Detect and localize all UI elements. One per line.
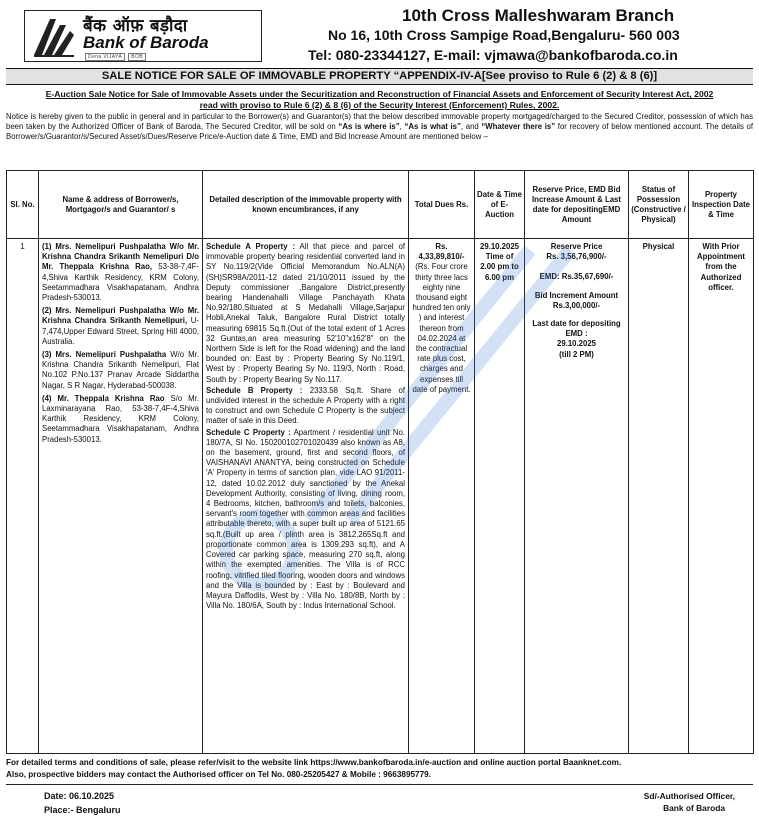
header-reserve-price: Reserve Price, EMD Bid Increase Amount & Last date for depositingEMD Amount [525,171,629,239]
borrower-1-name: (1) Mrs. Nemelipuri Pushpalatha W/o Mr. Krishna Chandra Srikanth Nemelipuri D/o Mr. Theppala Krishna Rao, [42,242,199,272]
borrower-2 [42,306,199,347]
bid-increment-block [528,291,625,311]
table-row [7,239,754,754]
bob-sunburst-icon [30,15,76,59]
cell-property-description [203,239,409,754]
table-header-row [7,171,754,239]
borrower-4-name: (4) Mr. Theppala Krishna Rao [42,393,165,403]
logo-subbrands [85,53,149,61]
borrower-3-name: (3) Mrs. Nemelipuri Pushpalatha [42,350,167,360]
header-total-dues: Total Dues Rs. [409,171,475,239]
notice-part-1: Notice is hereby given to the public in general and in particular to the Borrower(s) and Guarantor(s) that the below described immovable property mortgaged/charged to the Secured Creditor, possession of which has been taken by the Authorized Officer of Bank of Baroda, The Secured Creditor, will be sold on [6,112,753,132]
notice-as-is-where: “As is where is” [338,122,400,132]
dues-amount: Rs. 4,33,89,810/- [418,242,465,262]
subheading-line-2: read with proviso to Rule 6 (2) & 8 (6) of the Security Interest (Enforcement) Rules, 2002. [199,100,560,110]
footer-signoff [6,784,753,820]
reserve-price-value: Rs. 3,56,76,900/- [546,252,607,262]
last-date-value: 29.10.2025 [556,339,597,349]
header-description: Detailed description of the immovable property with known encumbrances, if any [203,171,409,239]
signature-bank-name: Bank of Baroda [663,803,725,813]
borrower-1 [42,242,199,303]
branch-name: 10th Cross Malleshwaram Branch [402,6,675,25]
cell-auction-date [475,239,525,754]
header-auction-date: Date & Time of E-Auction [475,171,525,239]
header-borrowers: Name & address of Borrower/s, Mortgagor/s and Guarantor/ s [39,171,203,239]
cell-total-dues [409,239,475,754]
footer-terms [6,757,753,781]
notice-sep-2: , and [460,122,482,132]
header-sl: Sl. No. [7,171,39,239]
header [6,4,753,66]
header-possession-status: Status of Possession (Constructive / Physical) [629,171,689,239]
notice-place: Place:- Bengaluru [44,805,121,815]
borrower-2-name: (2) Mrs. Nemelipuri Pushpalatha W/o Mr. Krishna Chandra Srikanth Nemelipuri, [42,306,199,326]
dues-words: (Rs. Four crore thirty three lacs eighty nine thousand eight hundred ten only ) and interest thereon from 04.02.2024 at the contractual rate plus cost, charges and expenses till date of payment. [412,262,471,394]
reserve-price-block [528,242,625,262]
last-date-time: (till 2 PM) [559,349,594,359]
property-table [6,170,754,754]
cell-sl: 1 [7,239,39,754]
cell-borrowers [39,239,203,754]
schedule-c-label: Schedule C Property : [206,427,291,437]
notice-whatever: “Whatever there is” [481,122,556,132]
schedule-a-label: Schedule A Property : [206,242,296,251]
logo-sub-2: BOB [128,53,146,61]
borrower-3 [42,350,199,391]
reserve-price-label: Reserve Price [550,242,603,251]
schedule-a [206,242,405,385]
cell-reserve-price [525,239,629,754]
auction-time: 2.00 pm to 6.00 pm [480,262,519,282]
last-date-block [528,319,625,360]
notice-as-is-what: “As is what is” [404,122,461,132]
schedule-b-label: Schedule B Property : [206,385,303,395]
notice-sep-1: , [399,122,405,132]
notice-part-2: for recovery of below mentioned account. The details of Borrower/s/Guarantor/s/Secured Asset/s/Dues/Reserve Price/e-Auction date & Time, EMD and Bid Increase Amount are mentioned below – [6,122,753,142]
notice-title: SALE NOTICE FOR SALE OF IMMOVABLE PROPERTY “APPENDIX-IV-A[See proviso to Rule 6 (2) & 8 (6)] [6,68,753,85]
notice-date: Date: 06.10.2025 [44,791,115,801]
schedule-c-text: Apartment / residential unit No. 180/7A, SI No. 150200102701020439 also known as A8, on the basement, ground, first and second floors, of VAISHANAVI ANANTYA, being constructed on Schedule 'A' Property in terms of sanction plan, vide LAO 91/2011-12, dated 10.02.2012 duly sanctioned by the Anekal Development Authority, consisting of living, dining room, 4 Bedrooms, kitchen, bathroom/s and toilets, balconies, servant's room together with common areas and facilities attributable thereto, with a super built up area of 5121.65 sq.ft.(Built up area / plinth area is 3812.265Sq.ft and proportionate common area is 1309.293 sq.ft), and A Covered car parking space, measuring 270 sq.ft, along within the exempted amenities. The Villa is of RCC roofing, vitrified tiled flooring, wooden doors and windows and the Villa is bounded by : East by : Boulevard and Mayura Daffodils, West by : Villa No. 180/8B, North by : Villa No. 180/6A, South by : Indus International School. [206,427,406,611]
notice-subheading [6,89,753,111]
branch-contact: Tel: 080-23344127, E-mail: vjmawa@bankofbaroda.co.in [308,47,678,63]
borrower-2-address: U-7,474,Upper Edward Street, Spring Hill 4000, Australia. [42,316,199,346]
borrower-4 [42,394,199,445]
schedule-b [206,386,405,427]
cell-possession-status: Physical [629,239,689,754]
borrower-4-address: S/o Mr. Laxminarayana Rao, 53-38-7,4F-4,Shiva Karthik Residency, KRM Colony, Seetammadhara Visakhapatanam, Andhra Pradesh-530013. [42,393,199,444]
bank-logo [24,10,262,62]
bank-name-hindi: बैंक ऑफ़ बड़ौदा [83,16,188,36]
schedule-b-text: 2333.58 Sq.ft. Share of undivided interest in the schedule A Property with a right to construct and own Schedule C Property is the subject matter of sale in this Deed. [206,385,406,426]
borrower-3-address: W/o Mr. Krishna Chandra Srikanth Nemelipuri, Flat No.102 P.No.137 Pranav Arcade Siddartha Nagar, S R Nagar, Hyderabad-500038. [42,350,199,390]
cell-inspection: With Prior Appointment from the Authorized officer. [689,239,754,754]
bid-increment-label: Bid Increment Amount [534,290,619,300]
schedule-c [206,428,405,612]
footer-line-2: Also, prospective bidders may contact the Authorised officer on Tel No. 080-25205427 & Mobile : 9663895779. [6,770,431,779]
header-inspection: Property Inspection Date & Time [689,171,754,239]
borrower-1-address: 53-38-7,4F-4,Shiva Karthik Residency, KRM Colony, Seetammadhara Visakhapatanam, Andhra Pradesh-530013. [42,262,199,303]
bid-increment-value: Rs.3,00,000/- [552,300,601,310]
authorised-officer: Sd/-Authorised Officer, [643,791,735,801]
last-date-label: Last date for depositing EMD : [532,319,621,339]
subheading-line-1: E-Auction Sale Notice for Sale of Immovable Assets under the Securitization and Reconstruction of Financial Assets and Enforcement of Security Interest Act, 2002 [45,89,714,99]
branch-address: No 16, 10th Cross Sampige Road,Bengaluru- 560 003 [328,27,680,43]
footer-line-1: For detailed terms and conditions of sale, please refer/visit to the website link https://www.bankofbaroda.in/e-auction and online auction portal Baanknet.com. [6,758,622,767]
emd-amount: EMD: Rs.35,67,690/- [539,272,614,282]
auction-time-label: Time of [485,252,514,262]
notice-paragraph [6,112,753,143]
bank-name-english: Bank of Baroda [83,33,209,52]
logo-sub-1: Dena VIJAYA [85,53,125,61]
auction-date: 29.10.2025 [479,242,520,251]
schedule-a-text: All that piece and parcel of immovable property bearing residential converted land in SY No.119/2(Vide Official Memorandum No.ALN(A)(SH)SR98A/2011-12 dated 21/10/2011 issued by the Deputy commissioner ,Bangalore District,presently bearing Handenahalli Village Panchayath Khata No.92/180,Situated at S Medahalli Village,Sarjapur Hobli,Anekal Taluk, Bangalore Rural District totally measuring 69815 Sq.ft.(Out of the total extent of 1 Acres 32 Guntas,an area measuring 52'10"x162'8" on the Northern Side is left for the Road widening) and the land bounded on: East by : Property Bearing Sy No.119/1, West by : Property Bearing Sy No. 119/3, North : Road, South by : Property Bearing Sy No.117. [206,242,406,384]
